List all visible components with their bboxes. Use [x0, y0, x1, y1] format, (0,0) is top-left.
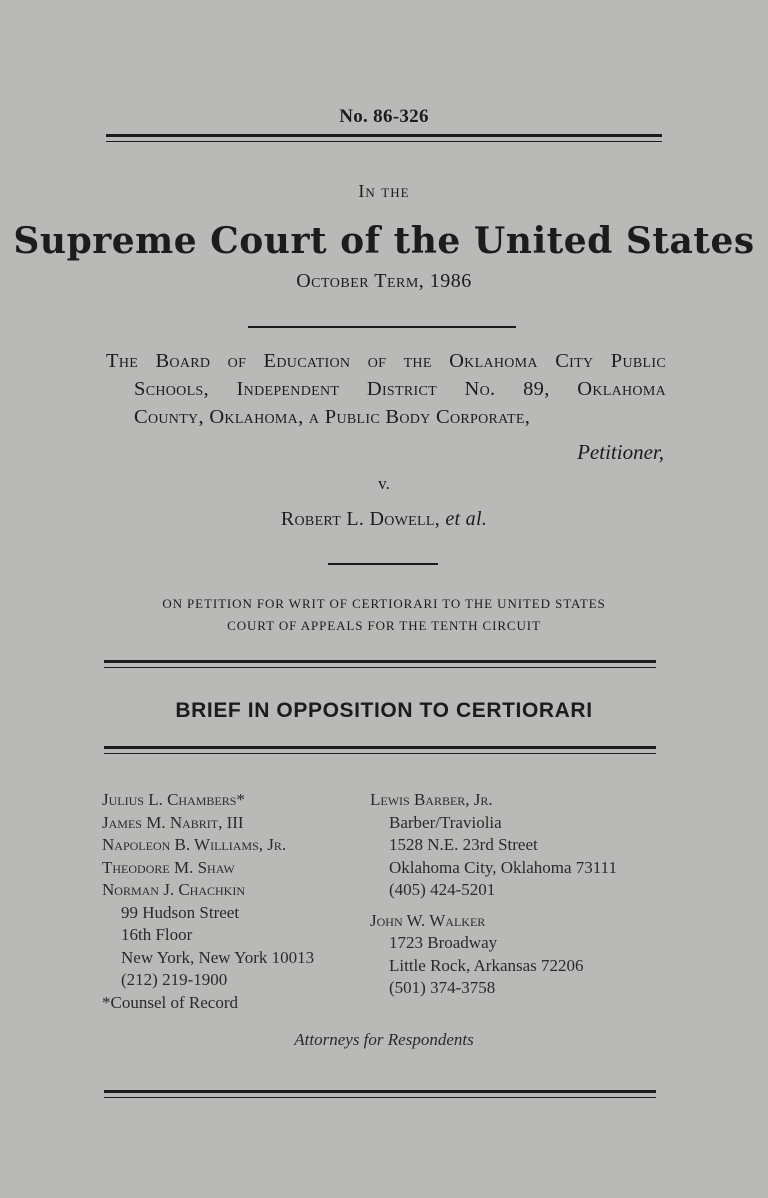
petitioner-line-1: The Board of Education of the Oklahoma City Public: [106, 350, 666, 372]
top-double-rule-thick: [106, 134, 662, 137]
counsel-right-column: [370, 789, 670, 1000]
in-the-label: In the: [358, 181, 410, 201]
divider-rule-1: [248, 326, 516, 328]
versus: v.: [378, 474, 390, 493]
petitioner-line-3: County, Oklahoma, a Public Body Corporate,: [134, 406, 531, 428]
address-line: 1723 Broadway: [389, 933, 498, 952]
counsel-name: Julius L. Chambers*: [102, 790, 245, 809]
address-line: (501) 374-3758: [389, 978, 496, 997]
counsel-name: Norman J. Chachkin: [102, 880, 245, 899]
address-line: 16th Floor: [121, 925, 193, 944]
petitioner-role: Petitioner,: [577, 440, 664, 464]
mid-double-rule-thin: [104, 667, 656, 668]
lower-double-rule-thin: [104, 753, 656, 754]
bottom-double-rule-thick: [104, 1090, 656, 1093]
term-label: October Term, 1986: [296, 270, 472, 292]
address-line: Little Rock, Arkansas 72206: [389, 955, 584, 975]
address-line: New York, New York 10013: [121, 947, 315, 967]
case-number: No. 86-326: [339, 106, 429, 127]
brief-title: BRIEF IN OPPOSITION TO CERTIORARI: [175, 699, 593, 722]
address-line: 1528 N.E. 23rd Street: [389, 835, 538, 854]
bottom-double-rule-thin: [104, 1097, 656, 1098]
respondent-name: Robert L. Dowell,: [280, 508, 441, 530]
counsel-name: Theodore M. Shaw: [102, 857, 235, 877]
address-line: 99 Hudson Street: [121, 902, 240, 922]
mid-double-rule-thick: [104, 660, 656, 663]
counsel-name: James M. Nabrit, III: [102, 812, 244, 832]
lower-double-rule-thick: [104, 746, 656, 749]
counsel-left-column: [102, 789, 362, 1014]
address-line: Barber/Traviolia: [389, 812, 502, 832]
petition-line-1: ON PETITION FOR WRIT OF CERTIORARI TO THE UNITED STATES: [162, 596, 606, 611]
divider-rule-2: [328, 563, 438, 565]
address-line: (212) 219-1900: [121, 970, 228, 989]
court-name: Supreme Court of the United States: [13, 220, 755, 262]
attorneys-for: Attorneys for Respondents: [294, 1030, 474, 1049]
counsel-name: John W. Walker: [370, 910, 486, 930]
address-line: Oklahoma City, Oklahoma 73111: [389, 857, 618, 877]
top-double-rule-thin: [106, 141, 662, 142]
respondent-suffix: et al.: [445, 508, 488, 530]
counsel-name: Napoleon B. Williams, Jr.: [102, 835, 287, 854]
counsel-footnote: *Counsel of Record: [102, 992, 238, 1012]
counsel-name: Lewis Barber, Jr.: [370, 790, 493, 809]
petition-line-2: COURT OF APPEALS FOR THE TENTH CIRCUIT: [227, 618, 541, 633]
petitioner-line-2: Schools, Independent District No. 89, Oklahoma: [134, 378, 666, 400]
address-line: (405) 424-5201: [389, 880, 496, 899]
respondent: [0, 508, 768, 531]
